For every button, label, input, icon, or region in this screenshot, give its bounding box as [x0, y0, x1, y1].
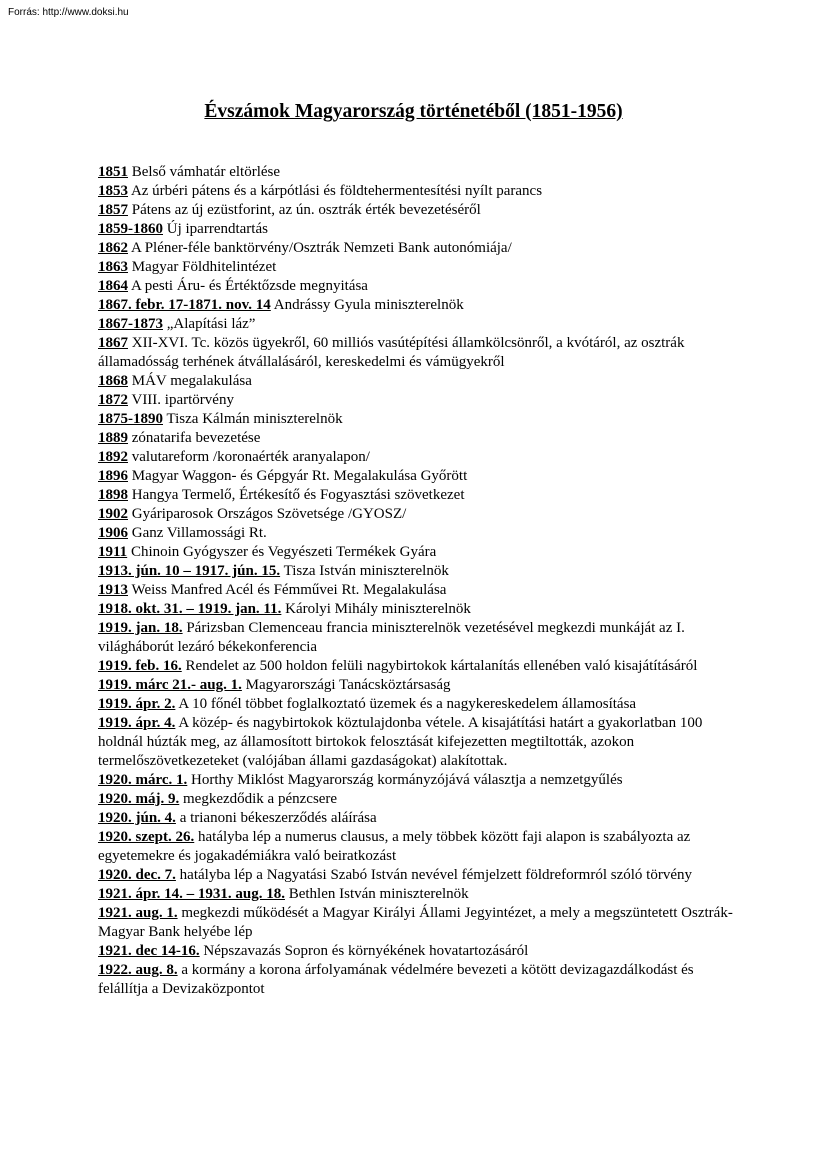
entry-text: Az úrbéri pátens és a kárpótlási és földtehermentesítési nyílt parancs — [130, 183, 543, 199]
entry-date: 1919. márc 21.- aug. 1. — [98, 677, 242, 693]
entry-text: Bethlen István miniszterelnök — [288, 886, 469, 902]
entry-date: 1920. jún. 4. — [98, 810, 176, 826]
chronology-entry — [98, 714, 738, 771]
entry-date: 1889 — [98, 430, 128, 446]
entry-text: megkezdi működését a Magyar Királyi Állami Jegyintézet, a mely a megszüntetett Osztrák-Magyar Bank helyébe lép — [98, 905, 733, 940]
entry-text: Tisza István miniszterelnök — [283, 563, 449, 579]
chronology-entry — [98, 619, 738, 657]
chronology-entry — [98, 885, 738, 904]
entry-date: 1868 — [98, 373, 128, 389]
entry-text: Ganz Villamossági Rt. — [131, 525, 267, 541]
entry-text: Új iparrendtartás — [166, 221, 268, 237]
document-title: Évszámok Magyarország történetéből (1851-1956) — [204, 101, 623, 122]
chronology-entry — [98, 334, 738, 372]
entry-date: 1863 — [98, 259, 128, 275]
chronology-entry — [98, 410, 738, 429]
entry-text: Magyar Földhitelintézet — [131, 259, 277, 275]
chronology-entry — [98, 942, 738, 961]
entry-date: 1921. ápr. 14. – 1931. aug. 18. — [98, 886, 285, 902]
chronology-entry — [98, 828, 738, 866]
entry-text: Tisza Kálmán miniszterelnök — [166, 411, 343, 427]
entry-date: 1896 — [98, 468, 128, 484]
entry-text: megkezdődik a pénzcsere — [183, 791, 338, 807]
entry-date: 1864 — [98, 278, 128, 294]
chronology-entry — [98, 448, 738, 467]
chronology-entry — [98, 220, 738, 239]
entry-date: 1919. jan. 18. — [98, 620, 183, 636]
entry-text: XII-XVI. Tc. közös ügyekről, 60 milliós vasútépítési államkölcsönről, a kvótáról, az osztrák államadósság terhének átvállalásáról, kereskedelmi és vámügyekről — [98, 335, 685, 370]
entry-text: MÁV megalakulása — [131, 373, 252, 389]
entry-date: 1920. szept. 26. — [98, 829, 195, 845]
entry-text: Weiss Manfred Acél és Fémművei Rt. Megalakulása — [131, 582, 447, 598]
chronology-entry — [98, 277, 738, 296]
entry-date: 1913 — [98, 582, 128, 598]
entry-text: A Pléner-féle banktörvény/Osztrák Nemzeti Bank autonómiája/ — [130, 240, 512, 256]
entry-date: 1906 — [98, 525, 128, 541]
entry-text: Pátens az új ezüstforint, az ún. osztrák érték bevezetéséről — [131, 202, 481, 218]
chronology-entry — [98, 581, 738, 600]
entry-date: 1892 — [98, 449, 128, 465]
entry-date: 1913. jún. 10 – 1917. jún. 15. — [98, 563, 281, 579]
entry-date: 1918. okt. 31. – 1919. jan. 11. — [98, 601, 282, 617]
source-note: Forrás: http://www.doksi.hu — [8, 7, 129, 18]
entry-date: 1872 — [98, 392, 128, 408]
entry-date: 1921. dec 14-16. — [98, 943, 200, 959]
chronology-entry — [98, 676, 738, 695]
entry-date: 1920. dec. 7. — [98, 867, 176, 883]
chronology-entry — [98, 182, 738, 201]
entry-text: Népszavazás Sopron és környékének hovatartozásáról — [203, 943, 529, 959]
chronology-entry — [98, 904, 738, 942]
chronology-list — [98, 163, 738, 999]
chronology-entry — [98, 543, 738, 562]
chronology-entry — [98, 163, 738, 182]
chronology-entry — [98, 258, 738, 277]
entry-date: 1853 — [98, 183, 128, 199]
chronology-entry — [98, 391, 738, 410]
chronology-entry — [98, 239, 738, 258]
entry-date: 1898 — [98, 487, 128, 503]
chronology-entry — [98, 505, 738, 524]
entry-date: 1920. márc. 1. — [98, 772, 188, 788]
entry-date: 1851 — [98, 164, 128, 180]
entry-text: Andrássy Gyula miniszterelnök — [273, 297, 464, 313]
entry-text: Belső vámhatár eltörlése — [131, 164, 281, 180]
chronology-entry — [98, 467, 738, 486]
entry-date: 1857 — [98, 202, 128, 218]
entry-text: A 10 főnél többet foglalkoztató üzemek és a nagykereskedelem államosítása — [178, 696, 637, 712]
chronology-entry — [98, 315, 738, 334]
entry-date: 1867. febr. 17-1871. nov. 14 — [98, 297, 271, 313]
entry-text: zónatarifa bevezetése — [131, 430, 261, 446]
entry-date: 1922. aug. 8. — [98, 962, 178, 978]
entry-text: valutareform /koronaérték aranyalapon/ — [131, 449, 370, 465]
entry-date: 1921. aug. 1. — [98, 905, 178, 921]
entry-text: Chinoin Gyógyszer és Vegyészeti Termékek Gyára — [130, 544, 437, 560]
chronology-entry — [98, 372, 738, 391]
entry-text: hatályba lép a Nagyatási Szabó István nevével fémjelzett földreformról szóló törvény — [179, 867, 692, 883]
chronology-entry — [98, 296, 738, 315]
entry-date: 1919. feb. 16. — [98, 658, 182, 674]
entry-text: Párizsban Clemenceau francia miniszterelnök vezetésével megkezdi munkáját az I. világháborút lezáró békekonferencia — [98, 620, 685, 655]
entry-date: 1867-1873 — [98, 316, 163, 332]
entry-text: Gyáriparosok Országos Szövetsége /GYOSZ/ — [131, 506, 407, 522]
entry-text: Hangya Termelő, Értékesítő és Fogyasztási szövetkezet — [131, 487, 465, 503]
chronology-entry — [98, 429, 738, 448]
entry-date: 1867 — [98, 335, 128, 351]
entry-text: Károlyi Mihály miniszterelnök — [285, 601, 471, 617]
entry-text: Magyarországi Tanácsköztársaság — [245, 677, 451, 693]
chronology-entry — [98, 486, 738, 505]
entry-text: Magyar Waggon- és Gépgyár Rt. Megalakulása Győrött — [131, 468, 468, 484]
entry-date: 1862 — [98, 240, 128, 256]
entry-text: hatályba lép a numerus clausus, a mely többek között faji alapon is szabályozta az egyetemekre és jogakadémiákra való beiratkozást — [98, 829, 691, 864]
entry-text: Horthy Miklóst Magyarország kormányzójává választja a nemzetgyűlés — [191, 772, 623, 788]
entry-text: a trianoni békeszerződés aláírása — [179, 810, 377, 826]
chronology-entry — [98, 866, 738, 885]
entry-text: „Alapítási láz” — [166, 316, 256, 332]
chronology-entry — [98, 562, 738, 581]
entry-date: 1919. ápr. 2. — [98, 696, 176, 712]
chronology-entry — [98, 201, 738, 220]
entry-date: 1875-1890 — [98, 411, 163, 427]
chronology-entry — [98, 809, 738, 828]
chronology-entry — [98, 961, 738, 999]
entry-text: A pesti Áru- és Értéktőzsde megnyitása — [130, 278, 368, 294]
entry-text: A közép- és nagybirtokok köztulajdonba vétele. A kisajátítási határt a gyakorlatban 100 holdnál húzták meg, az államosított birtokok felosztását kifejezetten megtiltották, azokon termelőszövetkezeteket (valójában állami gazdaságokat) alakítottak. — [98, 715, 703, 769]
entry-date: 1919. ápr. 4. — [98, 715, 176, 731]
entry-text: Rendelet az 500 holdon felüli nagybirtokok kártalanítás ellenében való kisajátításáról — [185, 658, 698, 674]
entry-date: 1859-1860 — [98, 221, 163, 237]
chronology-entry — [98, 790, 738, 809]
entry-date: 1920. máj. 9. — [98, 791, 180, 807]
entry-date: 1911 — [98, 544, 128, 560]
chronology-entry — [98, 695, 738, 714]
chronology-entry — [98, 771, 738, 790]
chronology-entry — [98, 524, 738, 543]
entry-date: 1902 — [98, 506, 128, 522]
entry-text: a kormány a korona árfolyamának védelmére bevezeti a kötött devizagazdálkodást és felállítja a Devizaközpontot — [98, 962, 694, 997]
chronology-entry — [98, 600, 738, 619]
chronology-entry — [98, 657, 738, 676]
entry-text: VIII. ipartörvény — [131, 392, 234, 408]
